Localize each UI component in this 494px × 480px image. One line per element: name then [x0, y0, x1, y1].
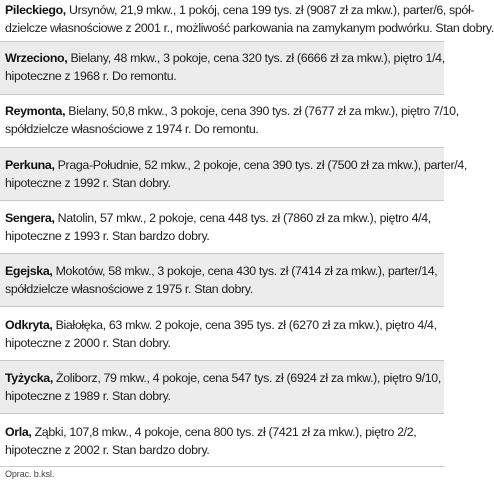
listing-street: Wrzeciono, — [5, 51, 68, 65]
listing-line-1 — [5, 423, 440, 441]
row-divider — [0, 466, 444, 467]
listing-details: Żoliborz, 79 mkw., 4 pokoje, cena 547 tys. zł (6924 zł za mkw.), piętro 9/10, — [52, 371, 441, 385]
listing-row — [0, 254, 444, 306]
listing-line-2: hipoteczne z 1992 r. Stan dobry. — [5, 176, 171, 190]
listing-line-1 — [5, 102, 459, 120]
listing-line-2: hipoteczne z 2000 r. Stan dobry. — [5, 336, 171, 350]
listing-street: Egejska, — [5, 264, 53, 278]
listing-line-2: spółdzielcze własnościowe z 1975 r. Stan dobry. — [5, 282, 253, 296]
listing-row — [0, 361, 444, 413]
listing-street: Pileckiego, — [5, 3, 66, 17]
listing-details: Ząbki, 107,8 mkw., 4 pokoje, cena 800 tys. zł (7421 zł za mkw.), piętro 2/2, — [31, 425, 417, 439]
listing-details: Białołęka, 63 mkw. 2 pokoje, cena 395 tys. zł (6270 zł za mkw.), piętro 4/4, — [52, 318, 437, 332]
listing-details: Mokotów, 58 mkw., 3 pokoje, cena 430 tys. zł (7414 zł za mkw.), parter/14, — [52, 264, 438, 278]
listing-details: Ursynów, 21,9 mkw., 1 pokój, cena 199 tys. zł (9087 zł za mkw.), parter/6, spół- — [65, 3, 475, 17]
listing-street: Sengera, — [5, 211, 55, 225]
listing-line-1 — [5, 209, 440, 227]
source-note: Oprac. b.ksl. — [5, 469, 55, 479]
listing-line-2: hipoteczne z 2002 r. Stan bardzo dobry. — [5, 443, 210, 457]
listing-row — [0, 414, 444, 466]
listing-line-2: hipoteczne z 1968 r. Do remontu. — [5, 69, 177, 83]
listing-street: Orla, — [5, 425, 32, 439]
listing-details: Bielany, 50,8 mkw., 3 pokoje, cena 390 tys. zł (7677 zł za mkw.), piętro 7/10, — [65, 104, 459, 118]
listing-details: Natolin, 57 mkw., 2 pokoje, cena 448 tys. zł (7860 zł za mkw.), piętro 4/4, — [54, 211, 431, 225]
listing-details: Praga-Południe, 52 mkw., 2 pokoje, cena 390 tys. zł (7500 zł za mkw.), parter/4, — [54, 158, 467, 172]
listing-street: Odkryta, — [5, 318, 53, 332]
listing-street: Tyżycka, — [5, 371, 53, 385]
listing-row — [0, 201, 444, 253]
listing-line-1 — [5, 369, 440, 387]
listing-line-2: hipoteczne z 1993 r. Stan bardzo dobry. — [5, 229, 210, 243]
listing-line-1 — [5, 1, 475, 19]
listing-row — [0, 148, 467, 200]
listing-line-1 — [5, 262, 440, 280]
listing-details: Bielany, 48 mkw., 3 pokoje, cena 320 tys. zł (6666 zł za mkw.), piętro 1/4, — [67, 51, 445, 65]
listing-line-1 — [5, 316, 440, 334]
listing-line-2: hipoteczne z 1989 r. Stan dobry. — [5, 389, 171, 403]
listing-line-2: dzielcze własnościowe z 2001 r., możliwość parkowania na zamykanym podwórku. Stan dobry. — [5, 21, 494, 35]
listing-line-1 — [5, 156, 467, 174]
listing-row — [0, 307, 444, 360]
listing-street: Perkuna, — [5, 158, 55, 172]
listing-row — [0, 95, 459, 147]
listing-line-2: spółdzielcze własnościowe z 1974 r. Do remontu. — [5, 122, 259, 136]
listing-row — [0, 0, 494, 41]
listing-line-1 — [5, 49, 445, 67]
listing-row — [0, 42, 444, 94]
listing-street: Reymonta, — [5, 104, 66, 118]
